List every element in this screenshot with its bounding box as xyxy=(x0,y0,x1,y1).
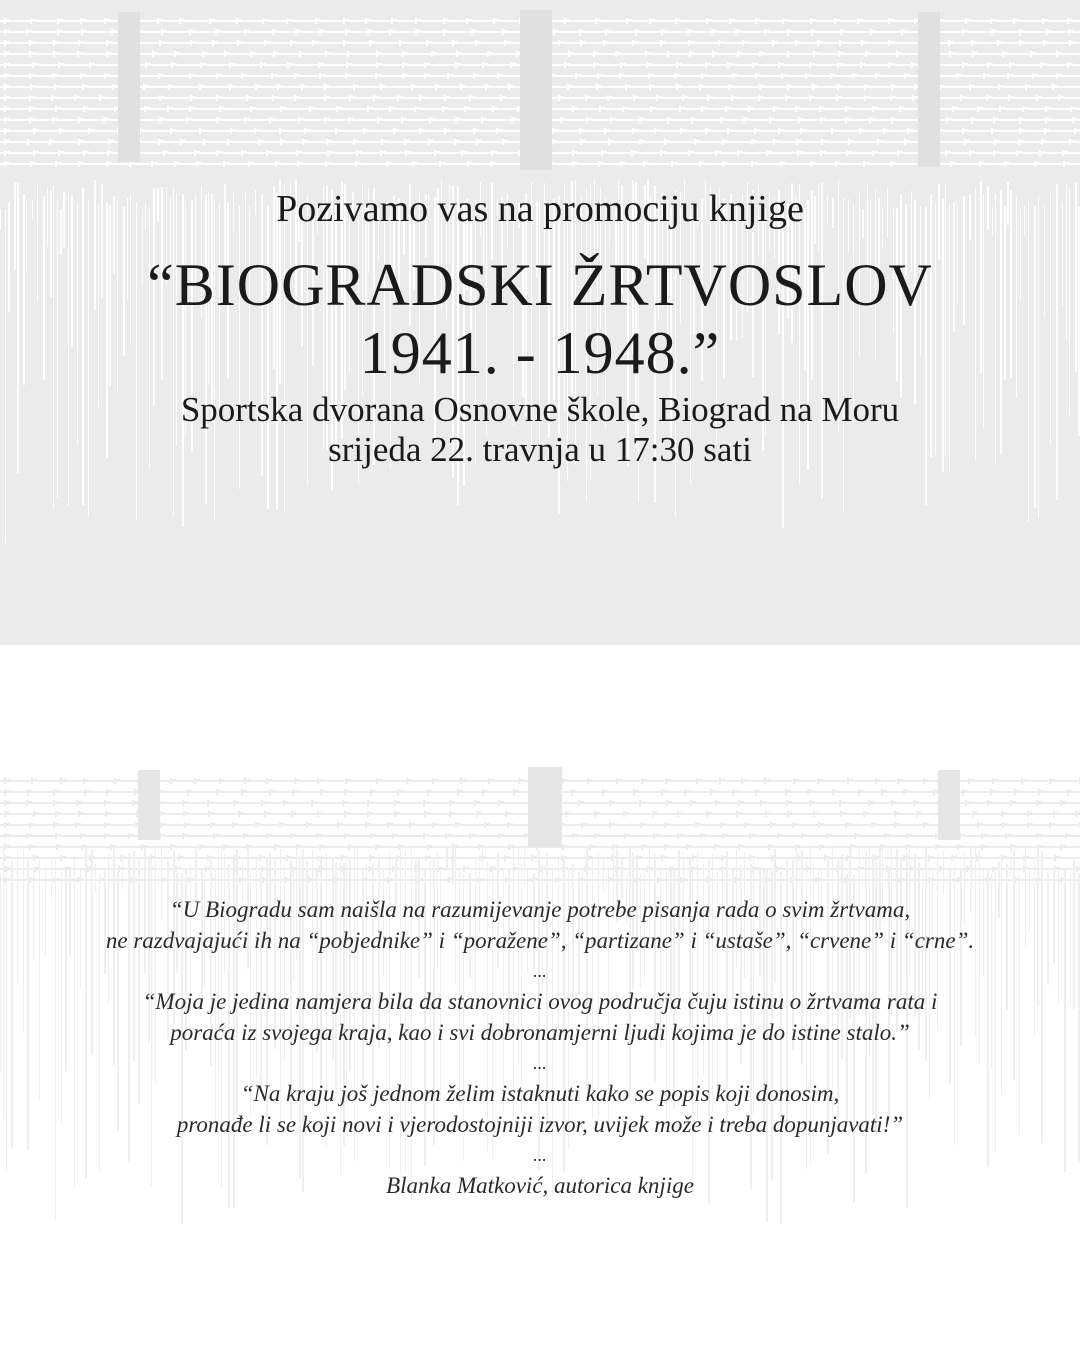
quote-1-line-1: “U Biogradu sam naišla na razumijevanje potrebe pisanja rada o svim žrtvama, xyxy=(169,897,911,922)
quote-separator: ... xyxy=(533,1145,547,1165)
invitation-panel xyxy=(0,0,1080,645)
quote-3-line-2: pronađe li se koji novi i vjerodostojniji izvor, uvijek može i treba dopunjavati!” xyxy=(176,1112,904,1137)
quote-author: Blanka Matković, autorica knjige xyxy=(386,1173,694,1198)
invitation-intro: Pozivamo vas na promociju knjige xyxy=(276,188,804,230)
quote-2-line-1: “Moja je jedina namjera bila da stanovnici ovog područja čuju istinu o žrtvama rata i xyxy=(142,989,938,1014)
invitation-text xyxy=(0,186,1080,232)
event-details xyxy=(0,390,1080,470)
book-title xyxy=(0,252,1080,386)
event-venue: Sportska dvorana Osnovne škole, Biograd na Moru xyxy=(180,390,900,429)
quote-separator: ... xyxy=(533,1053,547,1073)
quote-3-line-1: “Na kraju još jednom želim istaknuti kako se popis koji donosim, xyxy=(240,1081,840,1106)
quote-1-line-2: ne razdvajajući ih na “pobjednike” i “poražene”, “partizane” i “ustaše”, “crvene” i “crne”. xyxy=(105,928,975,953)
book-title-line1: “BIOGRADSKI ŽRTVOSLOV xyxy=(147,252,933,318)
quote-separator: ... xyxy=(533,961,547,981)
quote-2-line-2: poraća iz svojega kraja, kao i svi dobronamjerni ljudi kojima je do istine stalo.” xyxy=(170,1020,910,1045)
book-title-line2: 1941. - 1948.” xyxy=(359,320,721,386)
event-datetime: srijeda 22. travnja u 17:30 sati xyxy=(328,430,752,469)
author-quotes xyxy=(0,894,1080,1201)
quotes-panel xyxy=(0,645,1080,1350)
